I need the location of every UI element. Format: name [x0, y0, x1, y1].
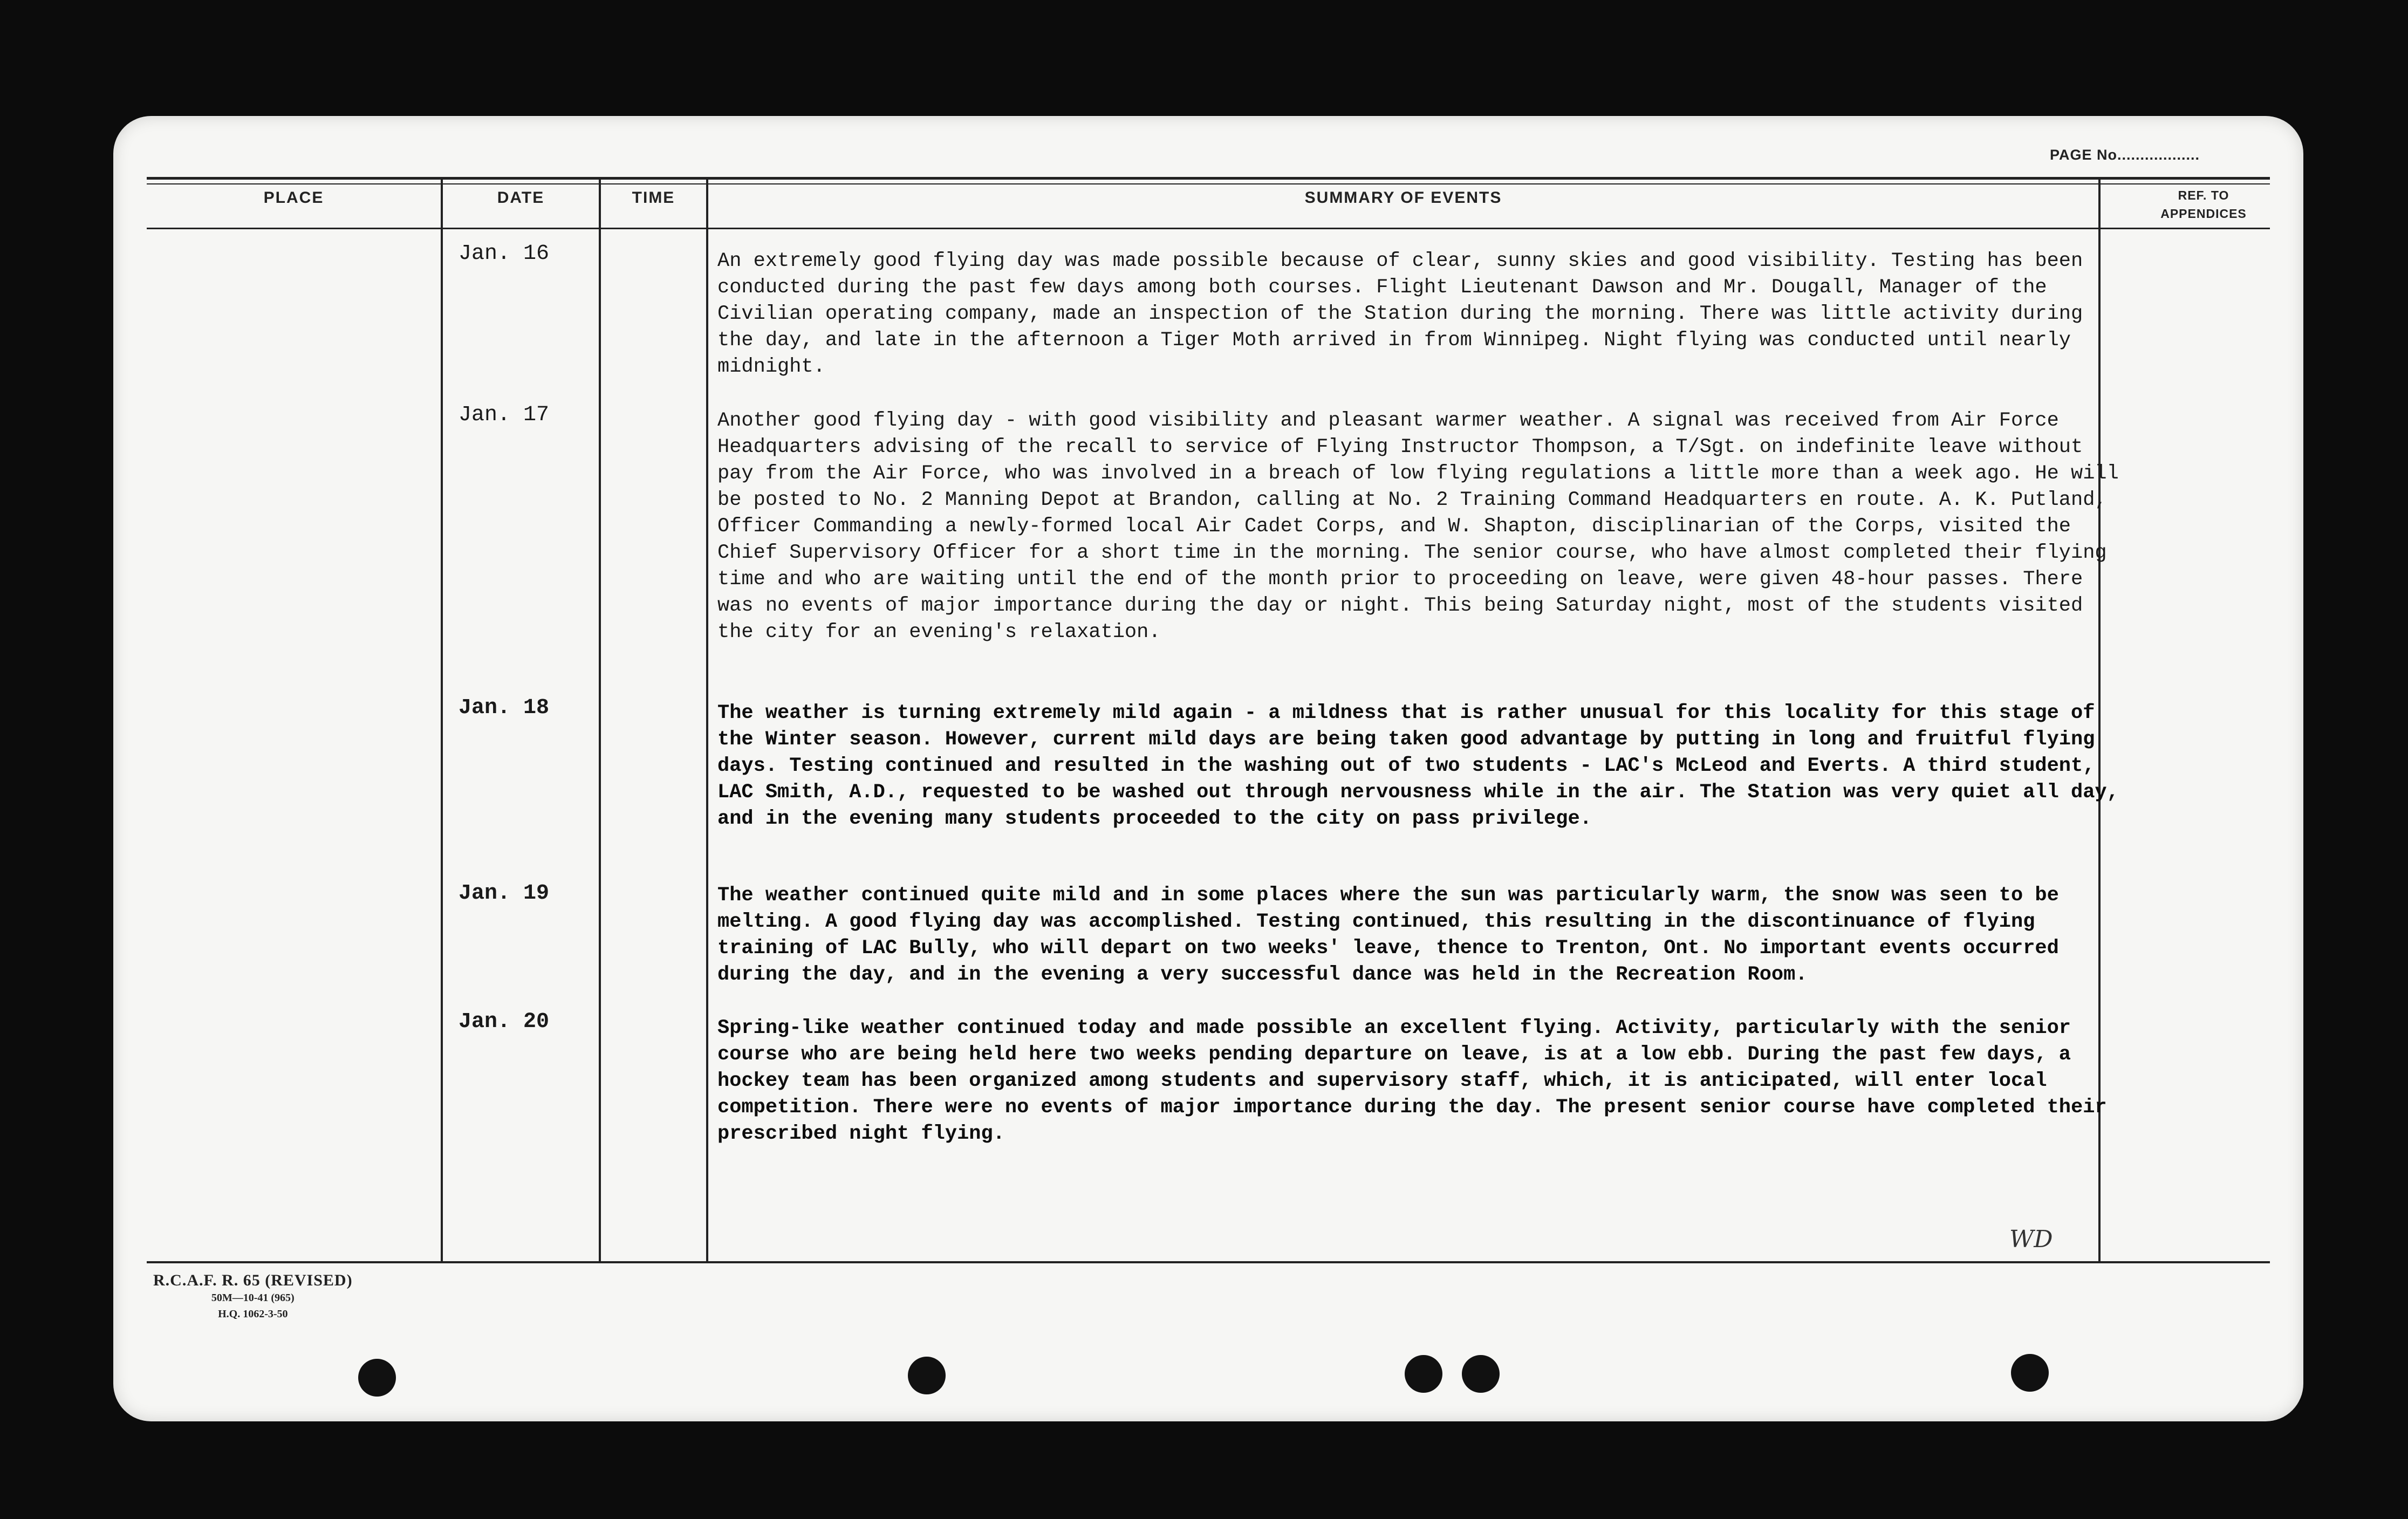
- entry-date: Jan. 20: [459, 1010, 550, 1034]
- form-id: R.C.A.F. R. 65 (REVISED): [153, 1271, 353, 1289]
- hq-reference: H.Q. 1062-3-50: [218, 1308, 288, 1320]
- column-header-ref-appendices: [2104, 186, 2303, 223]
- column-header-summary: SUMMARY OF EVENTS: [1304, 189, 1502, 207]
- punch-hole: [908, 1357, 946, 1394]
- divider-place-date: [441, 180, 443, 1261]
- punch-hole: [1462, 1355, 1500, 1393]
- punch-hole: [2011, 1354, 2049, 1392]
- form-reference: [153, 1271, 353, 1322]
- event-summary: The weather is turning extremely mild again - a mildness that is rather unusual for this locality for this stage of the Winter season. However, current mild days are being taken good advantage by putting in long and fruitful flying days. Testing continued and resulted in the washing out of two students - LAC's McLeod and Everts. A third student, LAC Smith, A.D., requested to be washed out through nervousness while in the air. The Station was very quiet all day, and in the evening many students proceeded to the city on pass privilege.: [717, 702, 2119, 830]
- top-rule-thin: [147, 183, 2270, 184]
- column-header-time: TIME: [632, 189, 675, 207]
- event-summary: Spring-like weather continued today and made possible an excellent flying. Activity, particularly with the senior course who are being held here two weeks pending departure on leave, is at a low ebb. During the past few days, a hockey team has been organized among students and supervisory staff, which, it is anticipated, will enter local competition. There were no events of major importance during the day. The present senior course have completed their prescribed night flying.: [717, 1017, 2107, 1145]
- top-rule: [147, 177, 2270, 180]
- print-run: 50M—10-41 (965): [211, 1292, 295, 1304]
- column-header-date: DATE: [497, 189, 545, 207]
- handwritten-initials: WD: [2009, 1226, 2053, 1253]
- header-bottom-rule: [147, 228, 2270, 229]
- page-number-label: PAGE No..................: [2050, 147, 2200, 163]
- ref-header-line2: APPENDICES: [2160, 207, 2247, 221]
- entry-date: Jan. 17: [459, 403, 550, 427]
- divider-time-summary: [706, 180, 708, 1261]
- event-summary: An extremely good flying day was made possible because of clear, sunny skies and good visibility. Testing has been conducted during the past few days among both courses. Flight Lieutenant Dawson and Mr. Dougall, Manager of the Civilian operating company, made an inspection of the Station during the morning. There was little activity during the day, and late in the afternoon a Tiger Moth arrived in from Winnipeg. Night flying was conducted until nearly midnight.: [717, 250, 2083, 378]
- event-summary: The weather continued quite mild and in some places where the sun was particularly warm, the snow was seen to be melting. A good flying day was accomplished. Testing continued, this resulting in the discontinuance of flying training of LAC Bully, who will depart on two weeks' leave, thence to Trenton, Ont. No important events occurred during the day, and in the evening a very successful dance was held in the Recreation Room.: [717, 884, 2059, 986]
- column-header-place: PLACE: [263, 189, 324, 207]
- entry-date: Jan. 18: [459, 696, 550, 720]
- bottom-rule: [147, 1261, 2270, 1263]
- entry-date: Jan. 16: [459, 242, 550, 266]
- punch-hole: [1405, 1355, 1442, 1393]
- event-summary: Another good flying day - with good visibility and pleasant warmer weather. A signal was received from Air Force Headquarters advising of the recall to service of Flying Instructor Thompson, a T/Sgt. on indefinite leave without pay from the Air Force, who was involved in a breach of low flying regulations a little more than a week ago. He will be posted to No. 2 Manning Depot at Brandon, calling at No. 2 Training Command Headquarters en route. A. K. Putland, Officer Commanding a newly-formed local Air Cadet Corps, and W. Shapton, disciplinarian of the Corps, visited the Chief Supervisory Officer for a short time in the morning. The senior course, who have almost completed their flying time and who are waiting until the end of the month prior to proceeding on leave, were given 48-hour passes. There was no events of major importance during the day or night. This being Saturday night, most of the students visited the city for an evening's relaxation.: [717, 409, 2119, 644]
- divider-date-time: [599, 180, 601, 1261]
- entry-date: Jan. 19: [459, 881, 550, 906]
- ref-header-line1: REF. TO: [2178, 188, 2229, 202]
- punch-hole: [358, 1359, 396, 1397]
